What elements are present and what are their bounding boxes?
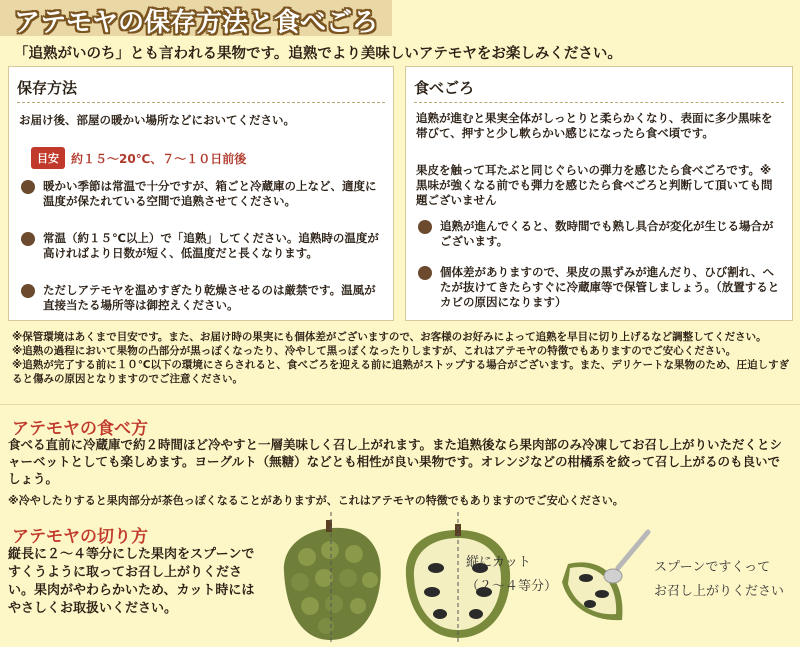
storage-bullet <box>21 231 383 261</box>
spoon-caption-line-1: スプーンですくって <box>654 560 771 575</box>
bullet-dot-icon <box>21 180 35 194</box>
cut-caption-line-1: 縦にカット <box>466 555 531 570</box>
ripeness-para-2: 果皮を触って耳たぶと同じぐらいの弾力を感じたら食べごろです。※黒味が強くなる前でも弾力を感じたら食べごろと判断して頂いても問題ございません <box>416 163 773 207</box>
section-divider <box>0 404 800 405</box>
storage-bullet <box>21 179 383 209</box>
ripeness-para-1: 追熟が進むと果実全体がしっとりと柔らかくなり、表面に多少黒味を帯びて、押すと少し軟らかい感じになったら食べ頃です。 <box>416 111 773 140</box>
intro-text: 「追熟がいのち」とも言われる果物です。追熟でより美味しいアテモヤをお楽しみください。 <box>14 46 622 62</box>
spoon-icon <box>604 532 648 583</box>
storage-bullet-text: 暖かい季節は常温で十分ですが、箱ごと冷蔵庫の上など、適度に温度が保たれている空間で追熟させてください。 <box>43 179 377 208</box>
cut-caption-line-2: （２～４等分） <box>466 579 558 594</box>
storage-bullet-text: 常温（約１５℃以上）で「追熟」してください。追熟時の温度が高ければより日数が短く、低温度だと長くなります。 <box>43 231 379 260</box>
ripeness-heading: 食べごろ <box>414 77 784 103</box>
storage-heading: 保存方法 <box>17 77 385 103</box>
howto-cut-heading: アテモヤの切り方 <box>12 527 148 547</box>
ripeness-bullet-text: 個体差がありますので、果皮の黒ずみが進んだり、ひび割れ、へたが抜けてきたらすぐに冷蔵庫等で保管しましょう。（放置するとカビの原因になります） <box>440 265 780 309</box>
ripeness-bullet-text: 追熟が進んでくると、数時間でも熟し具合が変化が生じる場合がございます。 <box>440 219 774 248</box>
page-title: アテモヤの保存方法と食べごろ <box>14 8 379 38</box>
note-item: ※保管環境はあくまで目安です。また、お届け時の果実にも個体差がございますので、お客様のお好みによって追熟を早目に切り上げるなど調整してください。 <box>12 331 767 343</box>
storage-bullet <box>21 283 383 313</box>
howto-eat-heading: アテモヤの食べ方 <box>12 419 148 439</box>
ripeness-box <box>405 66 793 321</box>
bullet-dot-icon <box>21 232 35 246</box>
guideline-badge: 目安 <box>31 147 65 169</box>
note-item: ※追熟の過程において果物の凸部分が黒っぽくなったり、冷やして黒っぽくなったりしますが、これはアテモヤの特徴でもありますのでご安心ください。 <box>12 345 737 357</box>
whole-fruit-icon <box>284 520 381 640</box>
howto-eat-body: 食べる直前に冷蔵庫で約２時間ほど冷やすと一層美味しく召し上がれます。また追熟後なら果肉部のみ冷凍してお召し上がりいただくとシャーベットとしても楽しめます。ヨーグルト（無糖）などとも相性が良い果物です。オレンジなどの柑橘系を絞って召し上がるのも良いでしょう。 <box>8 437 783 486</box>
ripeness-bullet <box>418 219 780 249</box>
note-item: ※追熟が完了する前に１０℃以下の環境にさらされると、食べごろを迎える前に追熟がストップする場合がございます。また、デリケートな果物のため、圧迫しすぎると傷みの原因となりますのでご注意ください。 <box>12 359 790 385</box>
guideline-row <box>31 147 246 169</box>
guideline-text: 約１５～20℃、７～１０日前後 <box>71 151 247 166</box>
howto-cut-body: 縦長に２～４等分にした果肉をスプーンですくうように取ってお召し上がりください。果肉がやわらかいため、カット時にはやさしくお取扱いください。 <box>8 547 255 616</box>
bullet-dot-icon <box>21 284 35 298</box>
spoon-caption <box>654 558 784 602</box>
storage-lead: お届け後、部屋の暖かい場所などにおいてください。 <box>19 113 295 127</box>
spoon-caption-line-2: お召し上がりください <box>654 584 785 599</box>
bullet-dot-icon <box>418 266 432 280</box>
bullet-dot-icon <box>418 220 432 234</box>
title-bar <box>0 0 800 36</box>
notes-block <box>12 330 792 386</box>
cut-caption <box>466 553 557 597</box>
ripeness-bullet <box>418 265 780 310</box>
storage-box <box>8 66 394 321</box>
howto-eat-note: ※冷やしたりすると果肉部分が茶色っぽくなることがありますが、これはアテモヤの特徴でもありますのでご安心ください。 <box>8 494 624 507</box>
storage-bullet-text: ただしアテモヤを温めすぎたり乾燥させるのは厳禁です。温風が直接当たる場所等は御控えください。 <box>43 283 376 312</box>
